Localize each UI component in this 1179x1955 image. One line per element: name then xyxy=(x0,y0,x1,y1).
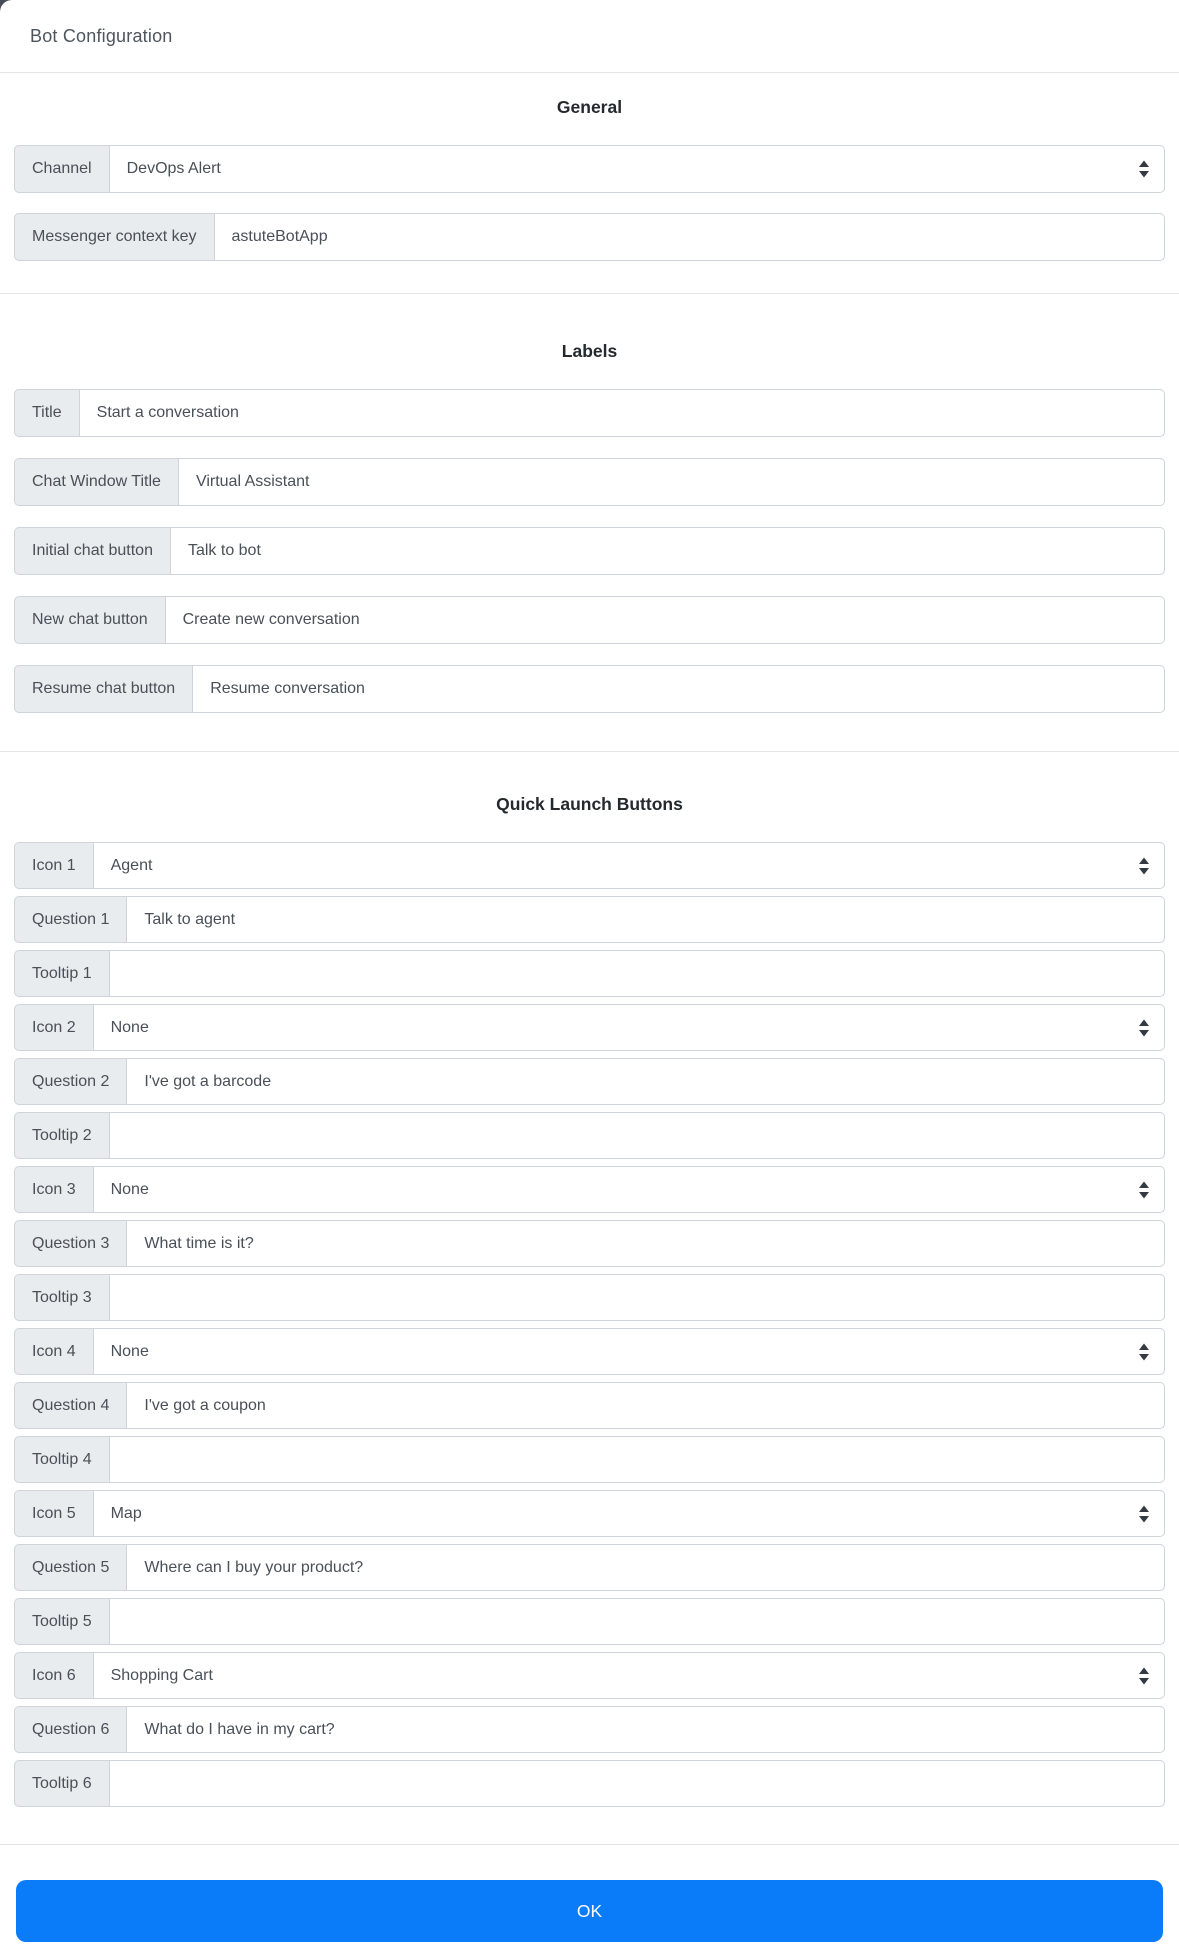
channel-select[interactable] xyxy=(110,145,1165,193)
resume-chat-button-input[interactable] xyxy=(193,665,1165,713)
field-label: Tooltip 4 xyxy=(14,1436,110,1483)
field-tooltip-4 xyxy=(14,1436,1165,1483)
field-question-5 xyxy=(14,1544,1165,1591)
select-value: None xyxy=(110,1018,149,1036)
section-heading-labels: Labels xyxy=(561,341,618,361)
field-label: Question 1 xyxy=(14,896,127,943)
ok-button[interactable]: OK xyxy=(16,1880,1163,1942)
select-value: None xyxy=(110,1180,149,1198)
title-input[interactable] xyxy=(80,389,1165,437)
section-heading-quick-launch: Quick Launch Buttons xyxy=(496,794,683,814)
field-label: Question 3 xyxy=(14,1220,127,1267)
icon-3-select[interactable] xyxy=(94,1166,1165,1213)
field-label: Icon 5 xyxy=(14,1490,94,1537)
field-question-4 xyxy=(14,1382,1165,1429)
select-arrows-icon xyxy=(1139,1181,1149,1198)
field-label: Icon 2 xyxy=(14,1004,94,1051)
select-value: Agent xyxy=(110,856,153,874)
icon-6-select[interactable] xyxy=(94,1652,1165,1699)
section-heading-general: General xyxy=(556,97,623,117)
section-quick-launch xyxy=(0,792,1179,1844)
field-label: Question 4 xyxy=(14,1382,127,1429)
icon-4-select[interactable] xyxy=(94,1328,1165,1375)
field-tooltip-6 xyxy=(14,1760,1165,1807)
question-5-input[interactable] xyxy=(127,1544,1165,1591)
field-icon-4 xyxy=(14,1328,1165,1375)
tooltip-1-input[interactable] xyxy=(110,950,1165,997)
field-chat-window-title xyxy=(14,458,1165,506)
field-label: Tooltip 1 xyxy=(14,950,110,997)
icon-2-select[interactable] xyxy=(94,1004,1165,1051)
field-label: Question 5 xyxy=(14,1544,127,1591)
field-icon-3 xyxy=(14,1166,1165,1213)
chat-window-title-input[interactable] xyxy=(179,458,1165,506)
modal-title: Bot Configuration xyxy=(30,25,173,46)
field-tooltip-2 xyxy=(14,1112,1165,1159)
tooltip-3-input[interactable] xyxy=(110,1274,1165,1321)
icon-1-select[interactable] xyxy=(94,842,1165,889)
select-value: Map xyxy=(110,1504,142,1522)
field-question-6 xyxy=(14,1706,1165,1753)
modal-header xyxy=(0,0,1179,73)
field-title xyxy=(14,389,1165,437)
field-icon-5 xyxy=(14,1490,1165,1537)
question-6-input[interactable] xyxy=(127,1706,1165,1753)
new-chat-button-input[interactable] xyxy=(166,596,1165,644)
field-label: Icon 6 xyxy=(14,1652,94,1699)
field-channel xyxy=(14,145,1165,193)
section-general xyxy=(0,95,1179,293)
select-arrows-icon xyxy=(1139,1505,1149,1522)
tooltip-6-input[interactable] xyxy=(110,1760,1165,1807)
field-icon-1 xyxy=(14,842,1165,889)
select-value: None xyxy=(110,1342,149,1360)
field-label: Tooltip 3 xyxy=(14,1274,110,1321)
field-label: Initial chat button xyxy=(14,527,171,575)
field-label: Icon 4 xyxy=(14,1328,94,1375)
field-tooltip-1 xyxy=(14,950,1165,997)
field-label: Icon 1 xyxy=(14,842,94,889)
select-arrows-icon xyxy=(1139,1343,1149,1360)
question-3-input[interactable] xyxy=(127,1220,1165,1267)
select-arrows-icon xyxy=(1139,161,1149,178)
section-divider xyxy=(0,293,1179,294)
field-question-2 xyxy=(14,1058,1165,1105)
question-4-input[interactable] xyxy=(127,1382,1165,1429)
modal-footer xyxy=(0,1845,1179,1954)
field-tooltip-5 xyxy=(14,1598,1165,1645)
field-tooltip-3 xyxy=(14,1274,1165,1321)
field-label: Chat Window Title xyxy=(14,458,179,506)
section-divider xyxy=(0,751,1179,752)
field-icon-6 xyxy=(14,1652,1165,1699)
field-label: Tooltip 2 xyxy=(14,1112,110,1159)
field-question-3 xyxy=(14,1220,1165,1267)
field-label: Title xyxy=(14,389,80,437)
question-1-input[interactable] xyxy=(127,896,1165,943)
tooltip-2-input[interactable] xyxy=(110,1112,1165,1159)
section-labels xyxy=(0,339,1179,751)
field-label: Messenger context key xyxy=(14,213,215,261)
field-label: Icon 3 xyxy=(14,1166,94,1213)
field-label: Question 2 xyxy=(14,1058,127,1105)
icon-5-select[interactable] xyxy=(94,1490,1165,1537)
initial-chat-button-input[interactable] xyxy=(171,527,1165,575)
field-question-1 xyxy=(14,896,1165,943)
select-value: Shopping Cart xyxy=(110,1666,213,1684)
field-initial-chat-button xyxy=(14,527,1165,575)
select-value: DevOps Alert xyxy=(126,160,221,177)
field-resume-chat-button xyxy=(14,665,1165,713)
select-arrows-icon xyxy=(1139,857,1149,874)
select-arrows-icon xyxy=(1139,1019,1149,1036)
field-label: New chat button xyxy=(14,596,166,644)
field-label: Channel xyxy=(14,145,110,193)
field-messenger-context-key xyxy=(14,213,1165,261)
question-2-input[interactable] xyxy=(127,1058,1165,1105)
field-new-chat-button xyxy=(14,596,1165,644)
field-icon-2 xyxy=(14,1004,1165,1051)
field-label: Resume chat button xyxy=(14,665,193,713)
select-arrows-icon xyxy=(1139,1667,1149,1684)
field-label: Tooltip 6 xyxy=(14,1760,110,1807)
sections xyxy=(0,73,1179,1845)
messenger-context-key-input[interactable] xyxy=(215,213,1165,261)
tooltip-5-input[interactable] xyxy=(110,1598,1165,1645)
field-label: Tooltip 5 xyxy=(14,1598,110,1645)
field-label: Question 6 xyxy=(14,1706,127,1753)
tooltip-4-input[interactable] xyxy=(110,1436,1165,1483)
